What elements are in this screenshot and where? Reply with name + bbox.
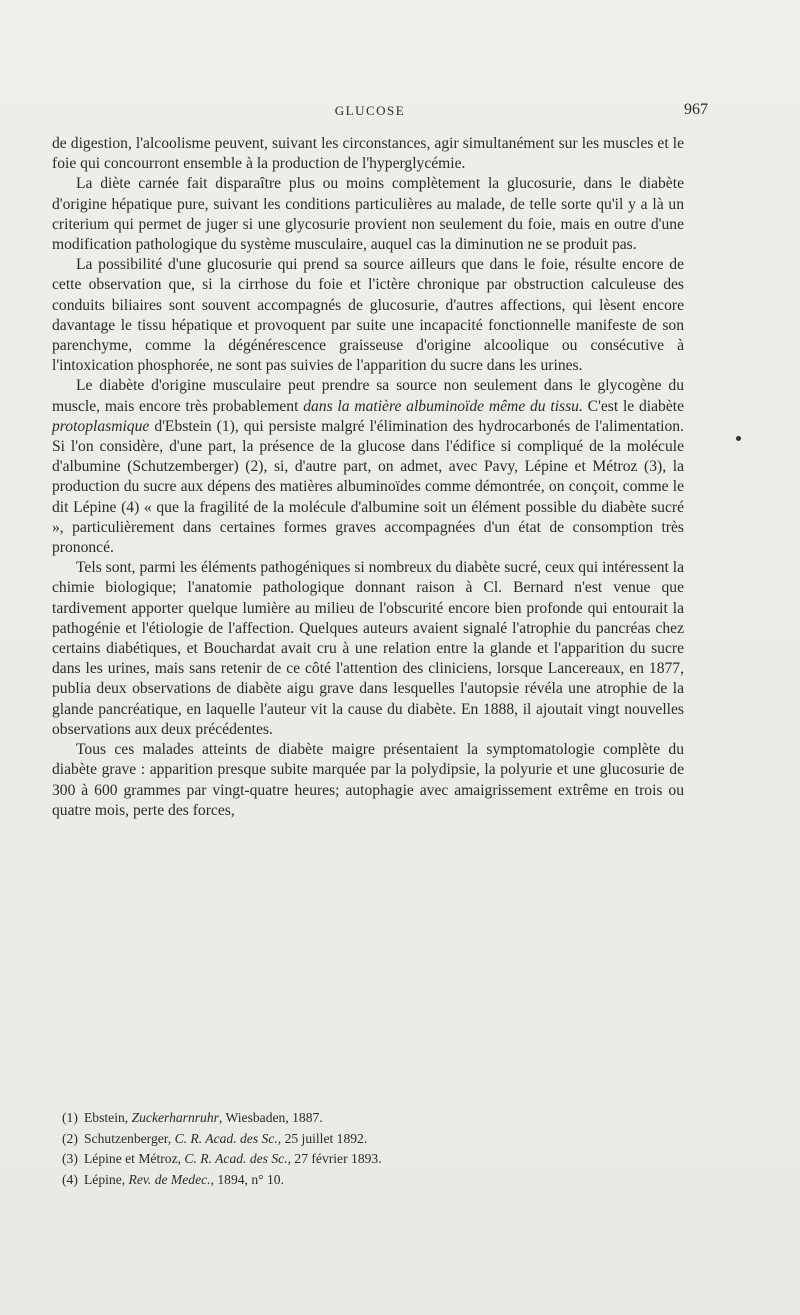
paragraph-1: de digestion, l'alcoolisme peuvent, suivant les circonstances, agir simultanément sur les muscles et le foie qui concourront ensemble à la production de l'hyperglycémie. bbox=[52, 135, 684, 173]
paragraph-4-text-b: C'est le diabète bbox=[582, 397, 685, 415]
footnote-number: (3) bbox=[62, 1151, 78, 1166]
margin-mark bbox=[736, 436, 741, 441]
footnote-rest: , Wiesbaden, 1887. bbox=[218, 1110, 323, 1125]
footnote-title: Zuckerharnruhr bbox=[131, 1110, 219, 1125]
footnote-author: Lépine et Métroz, bbox=[84, 1151, 185, 1166]
footnote-rest: , 25 juillet 1892. bbox=[277, 1130, 368, 1146]
paragraph-4 bbox=[52, 376, 684, 558]
footnote-number: (1) bbox=[62, 1110, 78, 1125]
page-number: 967 bbox=[684, 101, 708, 118]
footnotes bbox=[62, 1108, 622, 1190]
paragraph-6: Tous ces malades atteints de diabète maigre présentaient la symptomatologie complète du diabète grave : apparition presque subite marquée par la polydipsie, la polyurie et une glucosurie de 300 à 600 grammes par vingt-quatre heures; autophagie avec amaigrissement extrême en trois ou quatre mois, perte des forces, bbox=[52, 741, 684, 819]
footnote-author: Lépine, bbox=[84, 1171, 129, 1187]
paragraph-5: Tels sont, parmi les éléments pathogéniques si nombreux du diabète sucré, ceux qui intéressent la chimie biologique; l'anatomie pathologique donnant raison à Cl. Bernard n'est venue que tardivement apporter quelque lumière au milieu de l'obscurité encore bien profonde qui entourait la pathogénie et l'étiologie de l'affection. Quelques auteurs avaient signalé l'atrophie du pancréas chez certains diabétiques, et Bouchardat avait cru à une relation entre la glande et l'apparition du sucre dans les urines, mais sans retenir de ce côté l'attention des cliniciens, lorsque Lancereaux, en 1877, publia deux observations de diabète aigu grave dans lesquelles l'autopsie révéla une atrophie de la glande pancréatique, en laquelle l'auteur vit la cause du diabète. En 1888, il ajoutait vingt nouvelles observations aux deux précédentes. bbox=[52, 559, 684, 738]
paragraph-4-text-a: Le diabète d'origine musculaire peut prendre sa source non seulement dans le glycogène du muscle, mais encore très probablement bbox=[52, 377, 684, 415]
footnote bbox=[62, 1170, 622, 1191]
footnote-author: Ebstein, bbox=[84, 1110, 132, 1125]
footnote-number: (2) bbox=[62, 1130, 78, 1146]
running-title: GLUCOSE bbox=[334, 103, 406, 118]
body-text bbox=[52, 134, 684, 821]
footnote-title: C. R. Acad. des Sc. bbox=[174, 1130, 278, 1146]
footnote bbox=[62, 1108, 622, 1129]
footnote-author: Schutzenberger, bbox=[84, 1130, 175, 1146]
paragraph-2: La diète carnée fait disparaître plus ou moins complètement la glucosurie, dans le diabète d'origine hépatique pure, suivant les conditions particulières au malade, de telle sorte qu'il y a là un criterium qui permet de juger si une glycosurie provient non seulement du foie, mais en outre d'une modification pathologique du système musculaire, auquel cas la diminution ne se produit pas. bbox=[52, 175, 684, 254]
footnote-rest: , 1894, n° 10. bbox=[210, 1171, 284, 1187]
footnote bbox=[62, 1129, 622, 1150]
footnote-title: Rev. de Medec. bbox=[128, 1171, 211, 1187]
paragraph-4-italic-1: dans la matière albuminoïde même du tissu. bbox=[303, 397, 583, 415]
running-header bbox=[0, 100, 800, 122]
footnote-title: C. R. Acad. des Sc. bbox=[184, 1151, 288, 1166]
paragraph-3: La possibilité d'une glucosurie qui prend sa source ailleurs que dans le foie, résulte encore de cette observation que, si la cirrhose du foie et l'ictère chronique par obstruction calculeuse des conduits biliaires sont souvent accompagnés de glucosurie, d'autres affections, qui lèsent encore davantage le tissu hépatique et provoquent par suite une incapacité fonctionnelle manifeste de son parenchyme, comme la dégénérescence graisseuse d'origine alcoolique ou consécutive à l'intoxication phosphorée, ne sont pas suivies de l'apparition du sucre dans les urines. bbox=[52, 256, 684, 375]
footnote-number: (4) bbox=[62, 1171, 78, 1187]
footnote bbox=[62, 1149, 622, 1170]
footnote-rest: , 27 février 1893. bbox=[287, 1151, 382, 1166]
paragraph-4-text-c: d'Ebstein (1), qui persiste malgré l'élimination des hydrocarbonés de l'alimentation. Si l'on considère, d'une part, la présence de la glucose dans l'édifice si compliqué de la molécule d'albumine (Schutzemberger) (2), si, d'autre part, on admet, avec Pavy, Lépine et Métroz (3), la production du sucre aux dépens des matières albuminoïdes comme démontrée, on conçoit, comme le dit Lépine (4) « que la fragilité de la molécule d'albumine soit un élément possible du diabète sucré », particulièrement dans certaines formes graves accompagnées d'un état de consomption très prononcé. bbox=[52, 417, 684, 557]
paragraph-4-italic-2: protoplasmique bbox=[52, 417, 150, 435]
